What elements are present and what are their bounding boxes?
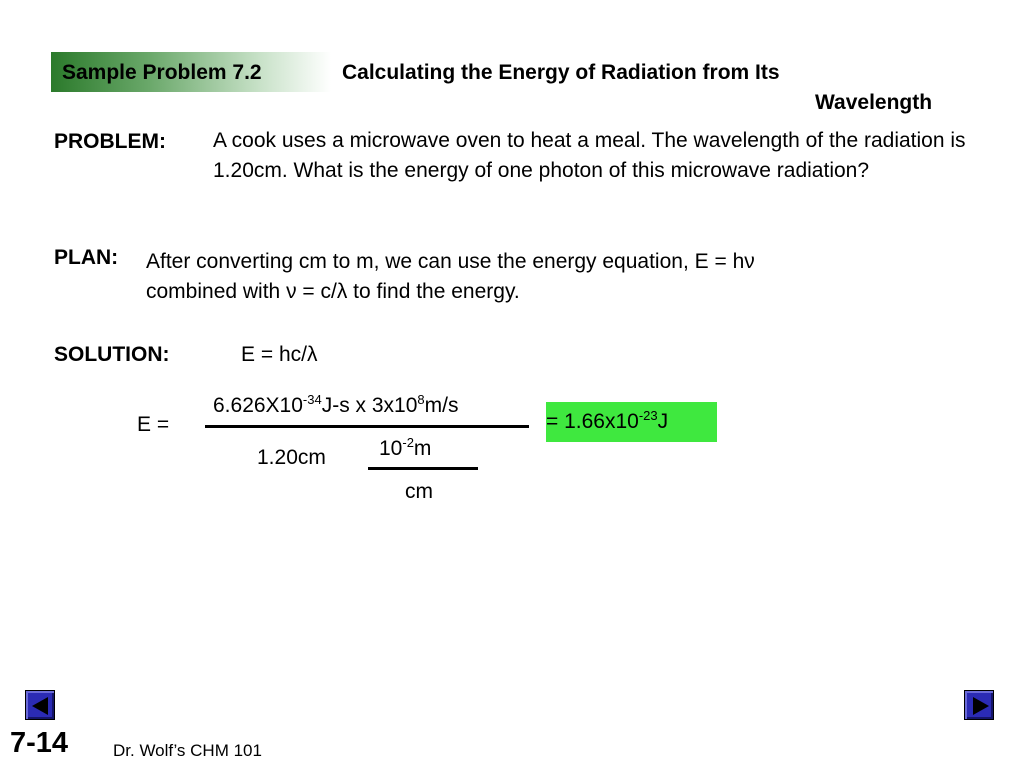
planck-unit-times-c: J-s x 3x10 bbox=[321, 394, 418, 417]
plan-text-line2: combined with ν = c/λ to find the energy. bbox=[146, 280, 520, 303]
plan-label: PLAN: bbox=[54, 246, 119, 269]
numerator bbox=[213, 394, 458, 418]
conversion-numerator bbox=[379, 437, 431, 461]
c-exponent: 8 bbox=[417, 392, 425, 407]
result-prefix: = 1.66x10 bbox=[546, 410, 639, 433]
footer-credit: Dr. Wolf’s CHM 101 bbox=[113, 741, 262, 760]
problem-text: A cook uses a microwave oven to heat a meal. The wavelength of the radiation is 1.20cm. What is the energy of one photon of this microwave radiation? bbox=[213, 129, 966, 182]
sample-problem-label: Sample Problem 7.2 bbox=[62, 61, 262, 84]
plan-text-line1: After converting cm to m, we can use the energy equation, E = hν bbox=[146, 250, 755, 273]
energy-equation: E = hc/λ bbox=[241, 343, 318, 366]
slide-number: 7-14 bbox=[10, 727, 69, 759]
result-unit: J bbox=[657, 410, 669, 433]
main-fraction-bar bbox=[205, 425, 529, 428]
triangle-right-icon bbox=[965, 691, 995, 721]
problem-label: PROBLEM: bbox=[54, 130, 166, 153]
conversion-unit: m bbox=[413, 437, 432, 460]
result-exponent: -23 bbox=[638, 408, 658, 423]
result-value bbox=[546, 410, 668, 434]
triangle-left-icon bbox=[26, 691, 56, 721]
conversion-denominator: cm bbox=[405, 480, 433, 503]
next-slide-button[interactable] bbox=[964, 690, 994, 720]
conversion-exponent: -2 bbox=[402, 435, 414, 450]
page-title-line1: Calculating the Energy of Radiation from Its bbox=[342, 61, 780, 84]
denominator-wavelength: 1.20cm bbox=[257, 446, 326, 469]
planck-exponent: -34 bbox=[302, 392, 322, 407]
conversion-fraction-bar bbox=[368, 467, 478, 470]
page-title-line2: Wavelength bbox=[815, 91, 933, 114]
prev-slide-button[interactable] bbox=[25, 690, 55, 720]
planck-constant: 6.626X10 bbox=[213, 394, 303, 417]
conversion-base: 10 bbox=[379, 437, 403, 460]
e-equals: E = bbox=[137, 413, 170, 436]
c-unit: m/s bbox=[424, 394, 459, 417]
solution-label: SOLUTION: bbox=[54, 343, 170, 366]
